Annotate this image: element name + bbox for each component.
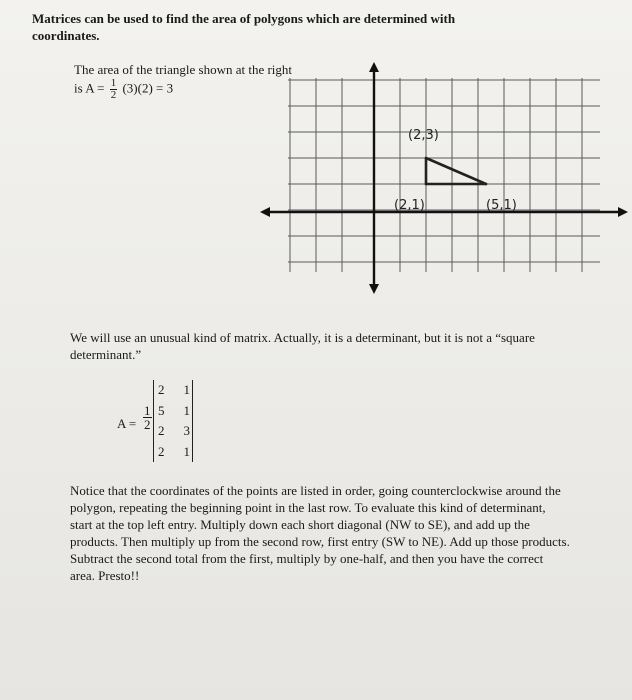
intro-line-1: The area of the triangle shown at the right bbox=[74, 62, 293, 77]
instructions-part-2: Subtract the second total from the first, multiply by one-half, and then you have the correct area. Presto!! bbox=[70, 551, 544, 583]
label-bottom-right-vertex: (5,1) bbox=[486, 198, 517, 213]
intro-frac-numerator: 1 bbox=[110, 77, 117, 89]
y-axis-arrow-down bbox=[369, 284, 379, 294]
determinant-cell: 1 bbox=[183, 402, 190, 418]
formula-fraction bbox=[143, 404, 152, 431]
y-axis-arrow-up bbox=[369, 62, 379, 72]
label-bottom-left-vertex: (2,1) bbox=[394, 198, 425, 213]
page-heading: Matrices can be used to find the area of polygons which are determined with coordinates. bbox=[32, 11, 456, 43]
determinant-row bbox=[158, 442, 190, 463]
paragraph-determinant-intro: We will use an unusual kind of matrix. Actually, it is a determinant, but it is not a “square determinant.” bbox=[70, 330, 535, 362]
determinant-cell: 3 bbox=[183, 423, 190, 438]
determinant-cell: 2 bbox=[158, 382, 165, 397]
formula-frac-denominator: 2 bbox=[144, 417, 151, 432]
instructions-part-1: Notice that the coordinates of the points are listed in order, going counterclockwise around the polygon, repeating the beginning point in the last row. To evaluate this kind of determinant, start at the top left entry. Multiply down each short diagonal (NW to SE), and add up the products. Then multiply up from the second row, first entry (SW to NE). Add up those products. bbox=[70, 483, 570, 549]
paragraph-instructions bbox=[70, 482, 570, 584]
x-axis-arrow-left bbox=[260, 207, 270, 217]
intro-frac-denominator: 2 bbox=[110, 89, 117, 101]
axes bbox=[270, 70, 618, 286]
triangle bbox=[426, 158, 486, 184]
determinant-cell: 5 bbox=[158, 402, 165, 418]
determinant-cell: 1 bbox=[183, 382, 190, 397]
grid-lines bbox=[288, 78, 600, 272]
x-axis-arrow-right bbox=[618, 207, 628, 217]
intro-is-prefix: is A = bbox=[74, 80, 105, 96]
intro-fraction bbox=[110, 78, 118, 101]
label-top-vertex: (2,3) bbox=[408, 128, 439, 143]
area-formula bbox=[117, 380, 207, 470]
determinant-cell: 1 bbox=[183, 443, 190, 459]
determinant-row bbox=[158, 401, 190, 422]
coordinate-grid bbox=[260, 60, 632, 295]
determinant-cell: 2 bbox=[158, 423, 165, 438]
determinant-row bbox=[158, 380, 190, 401]
determinant bbox=[153, 380, 193, 462]
determinant-cell: 2 bbox=[158, 443, 165, 459]
formula-frac-numerator: 1 bbox=[144, 403, 151, 418]
intro-expression: (3)(2) = 3 bbox=[122, 80, 174, 96]
formula-lhs: A = bbox=[117, 416, 137, 431]
determinant-row bbox=[158, 421, 190, 442]
